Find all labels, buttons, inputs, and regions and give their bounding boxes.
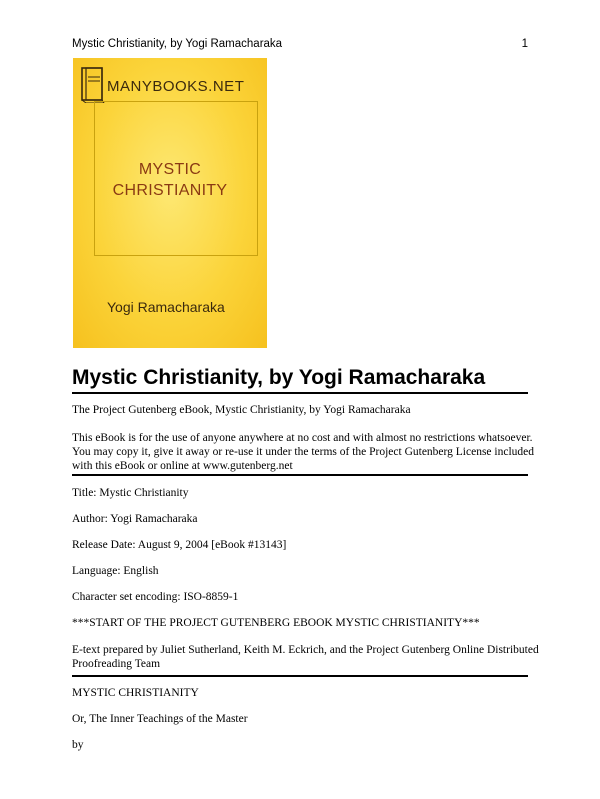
byline: by: [72, 739, 84, 751]
cover-author: Yogi Ramacharaka: [107, 299, 225, 315]
book-icon: [79, 65, 107, 103]
book-subtitle: Or, The Inner Teachings of the Master: [72, 713, 248, 725]
license-text: This eBook is for the use of anyone anywhere at no cost and with almost no restrictions whatsoever. You may copy it, give it away or re-use it under the terms of the Project Gutenberg License included with this eBook or online at www.gutenberg.net: [72, 432, 535, 472]
meta-language: Language: English: [72, 565, 159, 577]
meta-release-date: Release Date: August 9, 2004 [eBook #13143]: [72, 539, 287, 551]
license-rule: [72, 474, 528, 476]
cover-title-line2: CHRISTIANITY: [112, 182, 228, 199]
cover-image: [73, 58, 267, 348]
meta-charset: Character set encoding: ISO-8859-1: [72, 591, 239, 603]
credits-text: E-text prepared by Juliet Sutherland, Keith M. Eckrich, and the Project Gutenberg Online Distributed Proofreading Team: [72, 644, 539, 670]
meta-title: Title: Mystic Christianity: [72, 487, 189, 499]
page-number: 1: [521, 38, 528, 50]
title-rule: [72, 392, 528, 394]
cover-title-line1: MYSTIC: [138, 161, 202, 178]
intro-text: The Project Gutenberg eBook, Mystic Christianity, by Yogi Ramacharaka: [72, 404, 411, 416]
cover-brand: MANYBOOKS.NET: [107, 78, 245, 95]
document-title: Mystic Christianity, by Yogi Ramacharaka: [72, 366, 486, 389]
running-header-title: Mystic Christianity, by Yogi Ramacharaka: [72, 38, 283, 50]
meta-author: Author: Yogi Ramacharaka: [72, 513, 198, 525]
credits-rule: [72, 675, 528, 677]
start-marker: ***START OF THE PROJECT GUTENBERG EBOOK MYSTIC CHRISTIANITY***: [72, 617, 480, 629]
book-title: MYSTIC CHRISTIANITY: [72, 687, 199, 699]
